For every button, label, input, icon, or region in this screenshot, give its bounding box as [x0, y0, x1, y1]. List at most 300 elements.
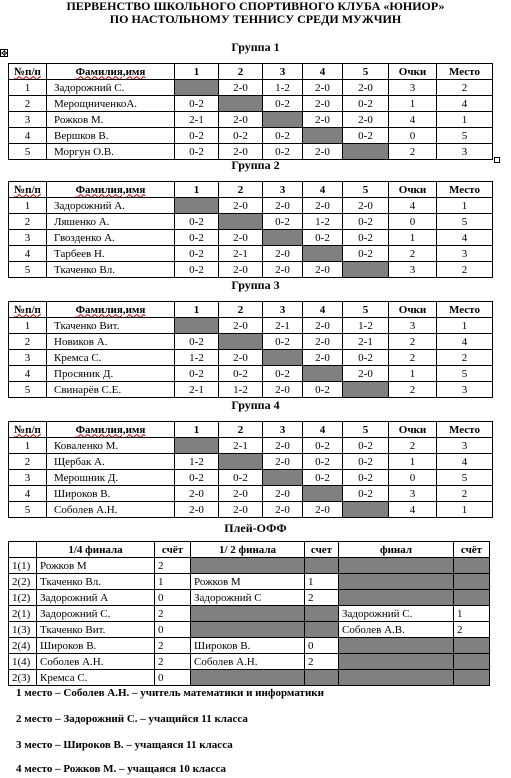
player-name: Задорожний С. — [47, 80, 175, 96]
match-score: 0-2 — [175, 96, 219, 112]
match-score: 0-2 — [175, 214, 219, 230]
points: 1 — [389, 230, 437, 246]
final-score: 1 — [454, 606, 490, 622]
match-score: 0-2 — [263, 366, 303, 382]
player-name: Ткаченко Вит. — [47, 318, 175, 334]
semi-player — [191, 606, 305, 622]
empty-cell — [343, 262, 389, 278]
place: 2 — [437, 486, 493, 502]
quarter-player: Ткаченко Вл. — [37, 574, 155, 590]
match-score: 0-2 — [175, 366, 219, 382]
place: 4 — [437, 96, 493, 112]
place: 3 — [437, 382, 493, 398]
points: 2 — [389, 334, 437, 350]
place: 1 — [437, 198, 493, 214]
player-name: Моргун О.В. — [47, 144, 175, 160]
group-header-cell: 3 — [263, 302, 303, 318]
points: 2 — [389, 438, 437, 454]
match-score: 2-0 — [219, 486, 263, 502]
group-header-cell: Место — [437, 182, 493, 198]
match-score: 2-0 — [263, 502, 303, 518]
result-place-2: 2 место – Задорожний С. – учащийся 11 класса — [16, 713, 248, 725]
group-header-cell: 1 — [175, 64, 219, 80]
group-header-cell: Очки — [389, 422, 437, 438]
quarter-player: Рожков М — [37, 558, 155, 574]
row-number: 1 — [9, 318, 47, 334]
empty-cell — [263, 350, 303, 366]
empty-cell — [263, 470, 303, 486]
playoff-header-seed — [9, 542, 37, 558]
table-row — [9, 334, 493, 350]
match-score: 2-0 — [263, 486, 303, 502]
table-row — [9, 214, 493, 230]
group-header-cell: 5 — [343, 182, 389, 198]
seed-label: 1(1) — [9, 558, 37, 574]
match-score: 2-0 — [263, 198, 303, 214]
table-row — [9, 606, 490, 622]
place: 5 — [437, 128, 493, 144]
match-score: 1-2 — [303, 214, 343, 230]
match-score: 2-0 — [263, 262, 303, 278]
final-score — [454, 654, 490, 670]
semi-score: 2 — [305, 590, 339, 606]
place: 3 — [437, 144, 493, 160]
table-row — [9, 558, 490, 574]
group-header-cell: Фамилия,имя — [47, 302, 175, 318]
points: 3 — [389, 262, 437, 278]
empty-cell — [263, 112, 303, 128]
playoff-header-quarter: 1/4 финала — [37, 542, 155, 558]
table-row — [9, 198, 493, 214]
group-header-cell: Фамилия,имя — [47, 422, 175, 438]
match-score: 2-0 — [343, 80, 389, 96]
group-header-row — [9, 302, 493, 318]
row-number: 5 — [9, 502, 47, 518]
player-name: Широков В. — [47, 486, 175, 502]
semi-player: Соболев А.Н. — [191, 654, 305, 670]
row-number: 4 — [9, 246, 47, 262]
table-row — [9, 350, 493, 366]
empty-cell — [263, 230, 303, 246]
empty-cell — [175, 80, 219, 96]
document-title-line1: ПЕРВЕНСТВО ШКОЛЬНОГО СПОРТИВНОГО КЛУБА «ЮНИОР» — [66, 0, 445, 13]
match-score: 2-0 — [303, 318, 343, 334]
semi-player — [191, 558, 305, 574]
match-score: 0-2 — [303, 382, 343, 398]
group-table — [8, 421, 493, 518]
semi-score — [305, 558, 339, 574]
place: 5 — [437, 470, 493, 486]
table-row — [9, 128, 493, 144]
match-score: 2-0 — [175, 486, 219, 502]
place: 1 — [437, 318, 493, 334]
quarter-score: 0 — [155, 622, 191, 638]
player-name: Ткаченко Вл. — [47, 262, 175, 278]
group-table — [8, 181, 493, 278]
player-name: Коваленко М. — [47, 438, 175, 454]
table-row — [9, 112, 493, 128]
group-header-cell: 4 — [303, 182, 343, 198]
quarter-player: Задорожний А — [37, 590, 155, 606]
match-score: 2-0 — [303, 262, 343, 278]
match-score: 0-2 — [343, 350, 389, 366]
seed-label: 2(1) — [9, 606, 37, 622]
match-score: 0-2 — [175, 334, 219, 350]
group-header-cell: 4 — [303, 422, 343, 438]
match-score: 2-0 — [263, 438, 303, 454]
place: 4 — [437, 230, 493, 246]
table-row — [9, 622, 490, 638]
match-score: 2-0 — [219, 80, 263, 96]
empty-cell — [343, 502, 389, 518]
points: 0 — [389, 214, 437, 230]
row-number: 3 — [9, 350, 47, 366]
group-header-cell: 1 — [175, 302, 219, 318]
group-header-cell: Очки — [389, 302, 437, 318]
match-score: 2-0 — [303, 144, 343, 160]
points: 1 — [389, 96, 437, 112]
table-row — [9, 80, 493, 96]
place: 1 — [437, 502, 493, 518]
group-header-cell: 3 — [263, 64, 303, 80]
match-score: 0-2 — [343, 470, 389, 486]
group-title: Группа 3 — [231, 278, 280, 292]
points: 2 — [389, 144, 437, 160]
empty-cell — [175, 318, 219, 334]
final-player — [339, 638, 454, 654]
points: 0 — [389, 470, 437, 486]
empty-cell — [175, 438, 219, 454]
row-number: 2 — [9, 214, 47, 230]
table-row — [9, 366, 493, 382]
match-score: 0-2 — [219, 128, 263, 144]
group-header-cell: Место — [437, 302, 493, 318]
points: 3 — [389, 486, 437, 502]
group-table — [8, 63, 493, 160]
match-score: 0-2 — [263, 96, 303, 112]
match-score: 2-0 — [303, 502, 343, 518]
group-header-cell: 4 — [303, 302, 343, 318]
table-row — [9, 502, 493, 518]
table-row — [9, 590, 490, 606]
match-score: 2-1 — [343, 334, 389, 350]
quarter-score: 0 — [155, 590, 191, 606]
match-score: 0-2 — [343, 214, 389, 230]
group-header-cell: Место — [437, 64, 493, 80]
row-number: 3 — [9, 230, 47, 246]
match-score: 2-0 — [219, 262, 263, 278]
seed-label: 1(3) — [9, 622, 37, 638]
points: 4 — [389, 502, 437, 518]
seed-label: 1(4) — [9, 654, 37, 670]
group-header-cell: №п/п — [9, 302, 47, 318]
match-score: 1-2 — [263, 80, 303, 96]
player-name: Ляшенко А. — [47, 214, 175, 230]
place: 5 — [437, 214, 493, 230]
semi-score — [305, 670, 339, 686]
row-number: 5 — [9, 262, 47, 278]
match-score: 2-0 — [343, 112, 389, 128]
match-score: 0-2 — [343, 230, 389, 246]
match-score: 2-0 — [343, 366, 389, 382]
table-row — [9, 654, 490, 670]
group-header-cell: 3 — [263, 422, 303, 438]
group-header-cell: Место — [437, 422, 493, 438]
table-row — [9, 454, 493, 470]
place: 2 — [437, 80, 493, 96]
match-score: 2-0 — [263, 382, 303, 398]
quarter-player: Ткаченко Вит. — [37, 622, 155, 638]
final-player — [339, 574, 454, 590]
semi-score: 2 — [305, 654, 339, 670]
row-number: 3 — [9, 470, 47, 486]
final-player: Задорожний С. — [339, 606, 454, 622]
group-header-cell: 1 — [175, 422, 219, 438]
match-score: 2-0 — [303, 198, 343, 214]
row-number: 5 — [9, 144, 47, 160]
match-score: 2-0 — [219, 350, 263, 366]
result-place-3: 3 место – Широков В. – учащаяся 11 класса — [16, 739, 233, 751]
semi-score: 1 — [305, 574, 339, 590]
group-table — [8, 301, 493, 398]
match-score: 2-0 — [303, 80, 343, 96]
playoff-header-row — [9, 542, 490, 558]
group-header-cell: 2 — [219, 302, 263, 318]
semi-player — [191, 670, 305, 686]
place: 4 — [437, 334, 493, 350]
seed-label: 2(3) — [9, 670, 37, 686]
playoff-header-score2: счет — [305, 542, 339, 558]
match-score: 2-0 — [175, 502, 219, 518]
quarter-player: Широков В. — [37, 638, 155, 654]
points: 3 — [389, 80, 437, 96]
quarter-player: Соболев А.Н. — [37, 654, 155, 670]
table-row — [9, 438, 493, 454]
playoff-header-semi: 1/ 2 финала — [191, 542, 305, 558]
match-score: 2-0 — [263, 246, 303, 262]
empty-cell — [303, 486, 343, 502]
table-row — [9, 246, 493, 262]
match-score: 0-2 — [303, 230, 343, 246]
group-header-cell: 2 — [219, 64, 263, 80]
table-row — [9, 638, 490, 654]
points: 0 — [389, 128, 437, 144]
match-score: 2-0 — [263, 454, 303, 470]
table-row — [9, 486, 493, 502]
empty-cell — [343, 382, 389, 398]
row-number: 1 — [9, 438, 47, 454]
quarter-score: 2 — [155, 638, 191, 654]
group-header-cell: №п/п — [9, 182, 47, 198]
player-name: Щербак А. — [47, 454, 175, 470]
group-title: Группа 1 — [231, 40, 280, 54]
points: 2 — [389, 382, 437, 398]
match-score: 2-0 — [219, 230, 263, 246]
group-title: Группа 4 — [231, 398, 280, 412]
points: 2 — [389, 246, 437, 262]
empty-cell — [175, 198, 219, 214]
semi-score — [305, 606, 339, 622]
points: 3 — [389, 318, 437, 334]
final-player — [339, 654, 454, 670]
group-header-cell: №п/п — [9, 64, 47, 80]
match-score: 0-2 — [343, 454, 389, 470]
match-score: 0-2 — [303, 470, 343, 486]
match-score: 0-2 — [343, 246, 389, 262]
match-score: 1-2 — [175, 350, 219, 366]
match-score: 0-2 — [175, 128, 219, 144]
table-row — [9, 230, 493, 246]
final-score — [454, 638, 490, 654]
match-score: 0-2 — [175, 262, 219, 278]
group-header-cell: 1 — [175, 182, 219, 198]
row-number: 1 — [9, 198, 47, 214]
group-header-cell: №п/п — [9, 422, 47, 438]
player-name: Соболев А.Н. — [47, 502, 175, 518]
row-number: 2 — [9, 334, 47, 350]
group-header-row — [9, 182, 493, 198]
match-score: 2-0 — [219, 144, 263, 160]
semi-player: Рожков М — [191, 574, 305, 590]
group-header-row — [9, 64, 493, 80]
match-score: 2-0 — [303, 334, 343, 350]
match-score: 0-2 — [219, 470, 263, 486]
table-row — [9, 96, 493, 112]
group-header-cell: 3 — [263, 182, 303, 198]
quarter-player: Кремса С. — [37, 670, 155, 686]
group-header-cell: Очки — [389, 182, 437, 198]
match-score: 0-2 — [263, 128, 303, 144]
group-header-cell: 5 — [343, 302, 389, 318]
playoff-header-score1: счёт — [155, 542, 191, 558]
final-score — [454, 590, 490, 606]
match-score: 1-2 — [175, 454, 219, 470]
match-score: 0-2 — [175, 144, 219, 160]
result-place-1: 1 место – Соболев А.Н. – учитель математики и информатики — [16, 687, 324, 699]
quarter-score: 1 — [155, 574, 191, 590]
final-score: 2 — [454, 622, 490, 638]
table-row — [9, 574, 490, 590]
points: 4 — [389, 112, 437, 128]
playoff-title: Плей-ОФФ — [224, 521, 287, 535]
match-score: 0-2 — [343, 128, 389, 144]
group-header-cell: 4 — [303, 64, 343, 80]
table-row — [9, 318, 493, 334]
player-name: Гвозденко А. — [47, 230, 175, 246]
player-name: Рожков М. — [47, 112, 175, 128]
player-name: Просяник Д. — [47, 366, 175, 382]
row-number: 4 — [9, 128, 47, 144]
empty-cell — [219, 454, 263, 470]
empty-cell — [219, 214, 263, 230]
seed-label: 1(2) — [9, 590, 37, 606]
match-score: 2-1 — [219, 246, 263, 262]
points: 2 — [389, 350, 437, 366]
points: 1 — [389, 366, 437, 382]
row-number: 4 — [9, 366, 47, 382]
empty-cell — [219, 334, 263, 350]
row-number: 3 — [9, 112, 47, 128]
semi-player: Широков В. — [191, 638, 305, 654]
final-score — [454, 574, 490, 590]
row-number: 2 — [9, 96, 47, 112]
quarter-player: Задорожний С. — [37, 606, 155, 622]
match-score: 0-2 — [303, 454, 343, 470]
seed-label: 2(2) — [9, 574, 37, 590]
group-header-row — [9, 422, 493, 438]
row-number: 4 — [9, 486, 47, 502]
match-score: 2-0 — [219, 198, 263, 214]
playoff-header-score3: счёт — [454, 542, 490, 558]
final-player: Соболев А.В. — [339, 622, 454, 638]
player-name: Свинарёв С.Е. — [47, 382, 175, 398]
move-icon[interactable]: ✥ — [1, 49, 8, 58]
document-title-line2: ПО НАСТОЛЬНОМУ ТЕННИСУ СРЕДИ МУЖЧИН — [109, 12, 402, 26]
player-name: Вершков В. — [47, 128, 175, 144]
match-score: 2-0 — [303, 112, 343, 128]
table-row — [9, 382, 493, 398]
place: 4 — [437, 454, 493, 470]
group-header-cell: Очки — [389, 64, 437, 80]
match-score: 1-2 — [219, 382, 263, 398]
match-score: 0-2 — [263, 144, 303, 160]
quarter-score: 0 — [155, 670, 191, 686]
group-header-cell: 5 — [343, 422, 389, 438]
empty-cell — [303, 366, 343, 382]
row-number: 1 — [9, 80, 47, 96]
seed-label: 2(4) — [9, 638, 37, 654]
empty-cell — [219, 96, 263, 112]
quarter-score: 2 — [155, 558, 191, 574]
final-player — [339, 558, 454, 574]
points: 4 — [389, 198, 437, 214]
player-name: Мерошник Д. — [47, 470, 175, 486]
match-score: 0-2 — [219, 366, 263, 382]
quarter-score: 2 — [155, 606, 191, 622]
match-score: 0-2 — [343, 486, 389, 502]
result-place-4: 4 место – Рожков М. – учащаяся 10 класса — [16, 763, 226, 775]
semi-score — [305, 622, 339, 638]
match-score: 0-2 — [343, 438, 389, 454]
place: 2 — [437, 350, 493, 366]
match-score: 2-1 — [263, 318, 303, 334]
final-player — [339, 590, 454, 606]
place: 3 — [437, 438, 493, 454]
table-row — [9, 670, 490, 686]
match-score: 2-1 — [175, 382, 219, 398]
empty-cell — [303, 128, 343, 144]
match-score: 0-2 — [263, 214, 303, 230]
player-name: Задорожний А. — [47, 198, 175, 214]
match-score: 0-2 — [175, 230, 219, 246]
place: 3 — [437, 246, 493, 262]
playoff-table — [8, 541, 490, 686]
match-score: 2-0 — [219, 112, 263, 128]
match-score: 2-0 — [303, 350, 343, 366]
row-number: 2 — [9, 454, 47, 470]
match-score: 2-1 — [175, 112, 219, 128]
match-score: 2-0 — [303, 96, 343, 112]
match-score: 2-0 — [219, 318, 263, 334]
final-score — [454, 670, 490, 686]
match-score: 0-2 — [175, 246, 219, 262]
semi-player: Задорожний С — [191, 590, 305, 606]
player-name: Новиков А. — [47, 334, 175, 350]
place: 1 — [437, 112, 493, 128]
match-score: 2-1 — [219, 438, 263, 454]
semi-score: 0 — [305, 638, 339, 654]
player-name: Кремса С. — [47, 350, 175, 366]
